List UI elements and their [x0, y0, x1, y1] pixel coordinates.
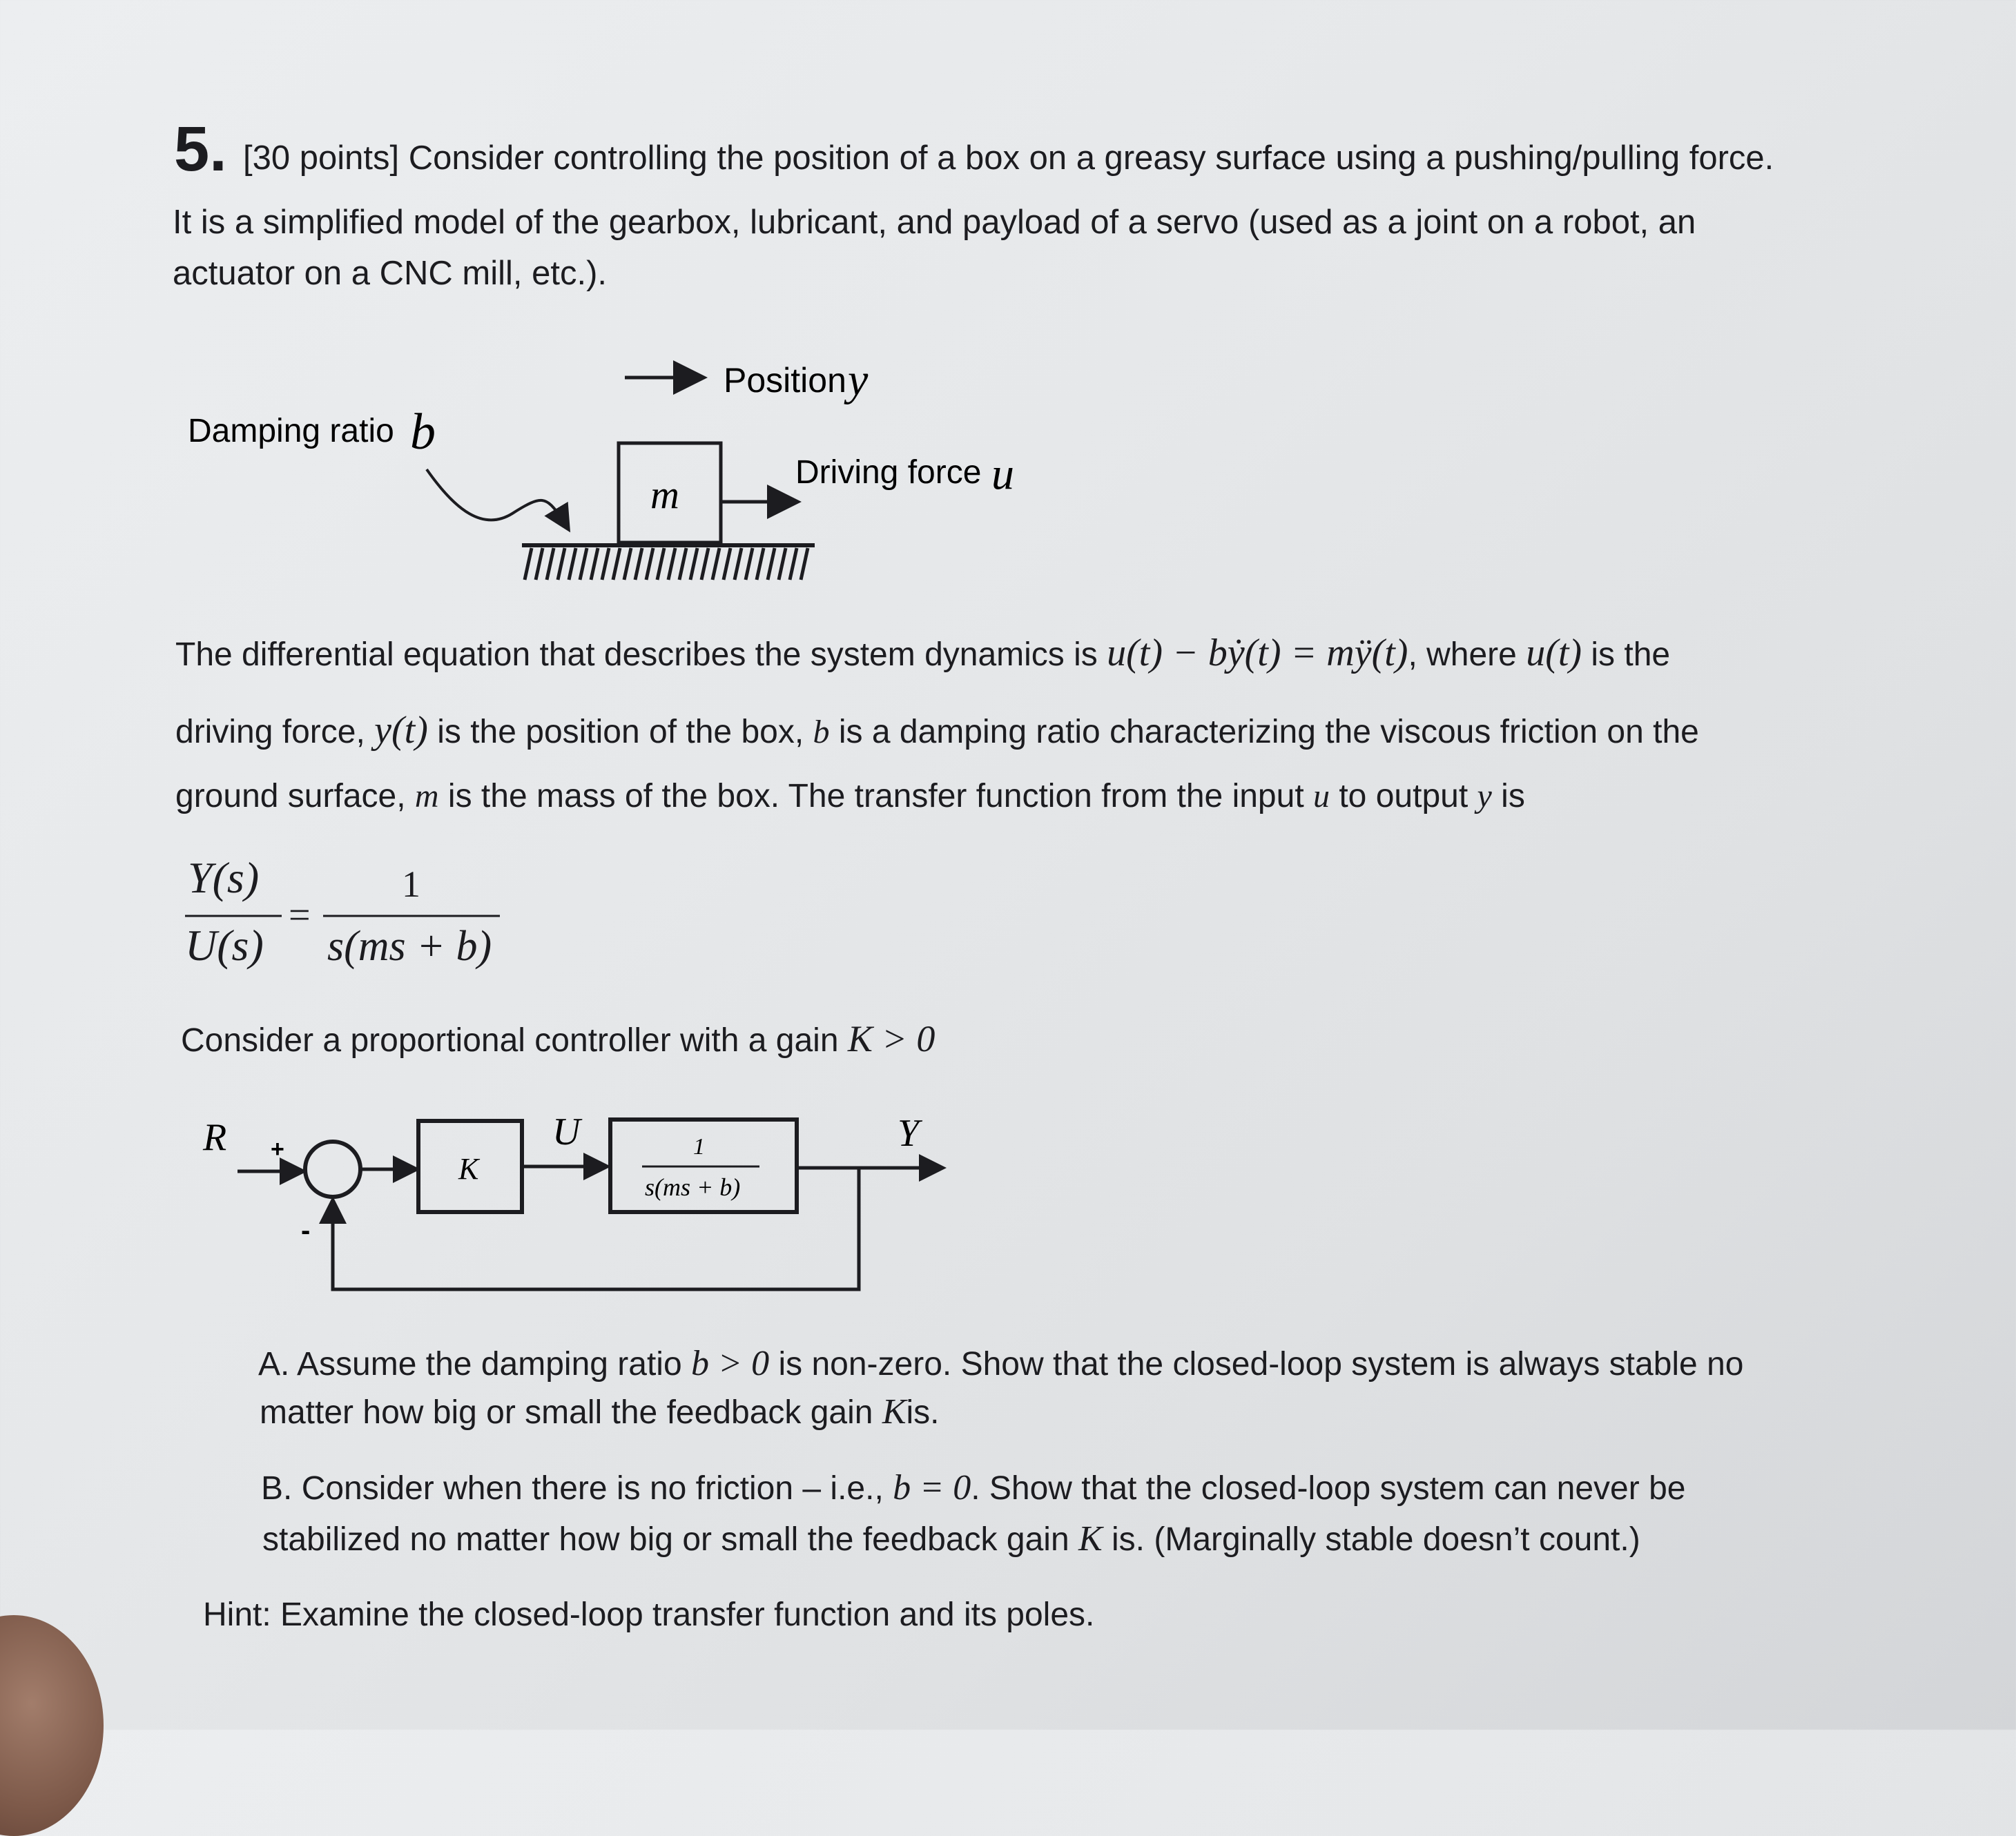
- input-variable: u(t): [1526, 632, 1582, 674]
- part-b-gain: K: [1078, 1519, 1103, 1559]
- ground-hatch-mark: [613, 548, 620, 580]
- damping-label: Damping ratio: [188, 413, 394, 449]
- part-b-line-2-post: is. (Marginally stable doesn’t count.): [1112, 1521, 1640, 1558]
- part-a-condition: b > 0: [691, 1344, 770, 1383]
- ground-hatch-mark: [701, 548, 708, 580]
- ground-hatch-mark: [580, 548, 587, 580]
- part-b-condition: b = 0: [893, 1468, 971, 1507]
- question-number: 5.: [174, 114, 227, 184]
- ground-hatch-mark: [547, 548, 554, 580]
- force-label: Driving force: [795, 454, 982, 491]
- ground-hatch-mark: [790, 548, 797, 580]
- bd-feedback-path: [333, 1168, 859, 1289]
- ground-hatch-mark: [724, 548, 730, 580]
- block-diagram: [202, 1111, 943, 1289]
- dynamics-equation: u(t) − bẏ(t) = mÿ(t): [1107, 632, 1408, 674]
- tf-rhs-denominator: s(ms + b): [327, 923, 492, 970]
- paragraph-line-1-end: is the: [1591, 636, 1671, 673]
- ground-hatch-mark: [746, 548, 753, 580]
- paragraph-line-3-c: to output: [1339, 778, 1469, 814]
- ground-surface: [522, 545, 815, 580]
- ground-hatch-mark: [757, 548, 764, 580]
- intro-line-3: actuator on a CNC mill, etc.).: [173, 255, 608, 292]
- ground-hatch-mark: [668, 548, 675, 580]
- ground-hatch-mark: [657, 548, 664, 580]
- ground-hatch-mark: [558, 548, 565, 580]
- intro-line-2: It is a simplified model of the gearbox, lubricant, and payload of a servo (used as a joint on a robot, an: [173, 204, 1696, 241]
- hint-line: Hint: Examine the closed-loop transfer function and its poles.: [203, 1596, 1095, 1633]
- ground-hatch-mark: [801, 548, 808, 580]
- paragraph-line-2-b: is the position of the box,: [437, 714, 804, 750]
- part-a-line-2-post: is.: [906, 1394, 940, 1431]
- part-b-line-1-post: . Show that the closed-loop system can never be: [971, 1470, 1686, 1507]
- bd-gain-label: K: [458, 1152, 479, 1186]
- ground-hatch-mark: [525, 548, 532, 580]
- controller-line: [181, 1020, 935, 1057]
- ground-hatch-mark: [646, 548, 653, 580]
- ground-hatch-mark: [779, 548, 786, 580]
- ground-hatch-mark: [713, 548, 719, 580]
- mass-variable: m: [650, 472, 679, 517]
- part-b-line-2: [262, 1521, 1640, 1557]
- tf-rhs-numerator: 1: [402, 863, 420, 905]
- part-a-line-1-post: is non-zero. Show that the closed-loop system is always stable no: [778, 1346, 1744, 1383]
- ground-hatch-mark: [768, 548, 775, 580]
- bd-summing-junction: [305, 1142, 360, 1197]
- part-b-line-1: [261, 1470, 1685, 1506]
- ground-hatch-mark: [602, 548, 609, 580]
- paragraph-line-2-c: is a damping ratio characterizing the viscous friction on the: [838, 714, 1699, 750]
- part-a-line-2-pre: matter how big or small the feedback gain: [260, 1394, 873, 1431]
- ground-hatch-mark: [635, 548, 642, 580]
- part-b-line-1-pre: B. Consider when there is no friction – i.e.,: [261, 1470, 884, 1507]
- part-a-line-1-pre: A. Assume the damping ratio: [258, 1346, 682, 1383]
- paragraph-line-1: [175, 634, 1670, 672]
- tf-lhs-numerator: Y(s): [188, 853, 260, 902]
- paragraph-line-2-a: driving force,: [175, 714, 365, 750]
- damping-variable: b: [410, 404, 436, 460]
- paragraph-line-3-d: is: [1501, 778, 1525, 814]
- paragraph-line-3-b: is the mass of the box. The transfer function from the input: [447, 778, 1304, 814]
- input-variable-inline: u: [1313, 778, 1330, 814]
- ground-hatch-mark: [624, 548, 631, 580]
- paragraph-line-3-a: ground surface,: [175, 778, 406, 814]
- bd-plant-numerator: 1: [693, 1134, 705, 1160]
- part-b-line-2-pre: stabilized no matter how big or small the feedback gain: [262, 1521, 1069, 1558]
- bd-plant-denominator: s(ms + b): [645, 1173, 741, 1201]
- position-variable: y: [848, 355, 869, 405]
- paragraph-line-2: [175, 711, 1699, 750]
- tf-lhs-denominator: U(s): [185, 921, 264, 970]
- damping-variable-inline: b: [813, 714, 830, 750]
- ground-hatch-mark: [690, 548, 697, 580]
- ground-hatch-mark: [679, 548, 686, 580]
- bd-input-label: R: [203, 1116, 227, 1159]
- controller-condition: K > 0: [847, 1018, 936, 1059]
- ground-hatch-mark: [591, 548, 598, 580]
- ground-hatch-mark: [569, 548, 576, 580]
- ground-hatch-mark: [735, 548, 742, 580]
- ground-hatch-mark: [536, 548, 543, 580]
- paragraph-line-1-text: The differential equation that describes the system dynamics is: [175, 636, 1098, 673]
- part-a-line-2: [260, 1394, 940, 1430]
- damping-arrow: [427, 469, 569, 530]
- bd-mid-signal-label: U: [552, 1111, 581, 1153]
- bd-minus-sign: -: [301, 1215, 311, 1246]
- part-a-gain: K: [882, 1392, 907, 1432]
- paragraph-line-1-mid: , where: [1408, 636, 1517, 673]
- output-variable-inline: y: [1477, 778, 1492, 814]
- mass-variable-inline: m: [414, 778, 439, 814]
- output-variable: y(t): [374, 709, 428, 752]
- force-variable: u: [991, 449, 1014, 499]
- controller-text: Consider a proportional controller with a gain: [181, 1022, 839, 1059]
- intro-line-1: [30 points] Consider controlling the position of a box on a greasy surface using a pushing/pulling force.: [243, 139, 1774, 177]
- part-a-line-1: [258, 1346, 1743, 1382]
- position-label: Position: [724, 361, 846, 400]
- tf-equals: =: [289, 894, 311, 937]
- paragraph-line-3: [175, 780, 1525, 813]
- bd-output-label: Y: [898, 1112, 920, 1155]
- bd-plus-sign: +: [271, 1136, 284, 1162]
